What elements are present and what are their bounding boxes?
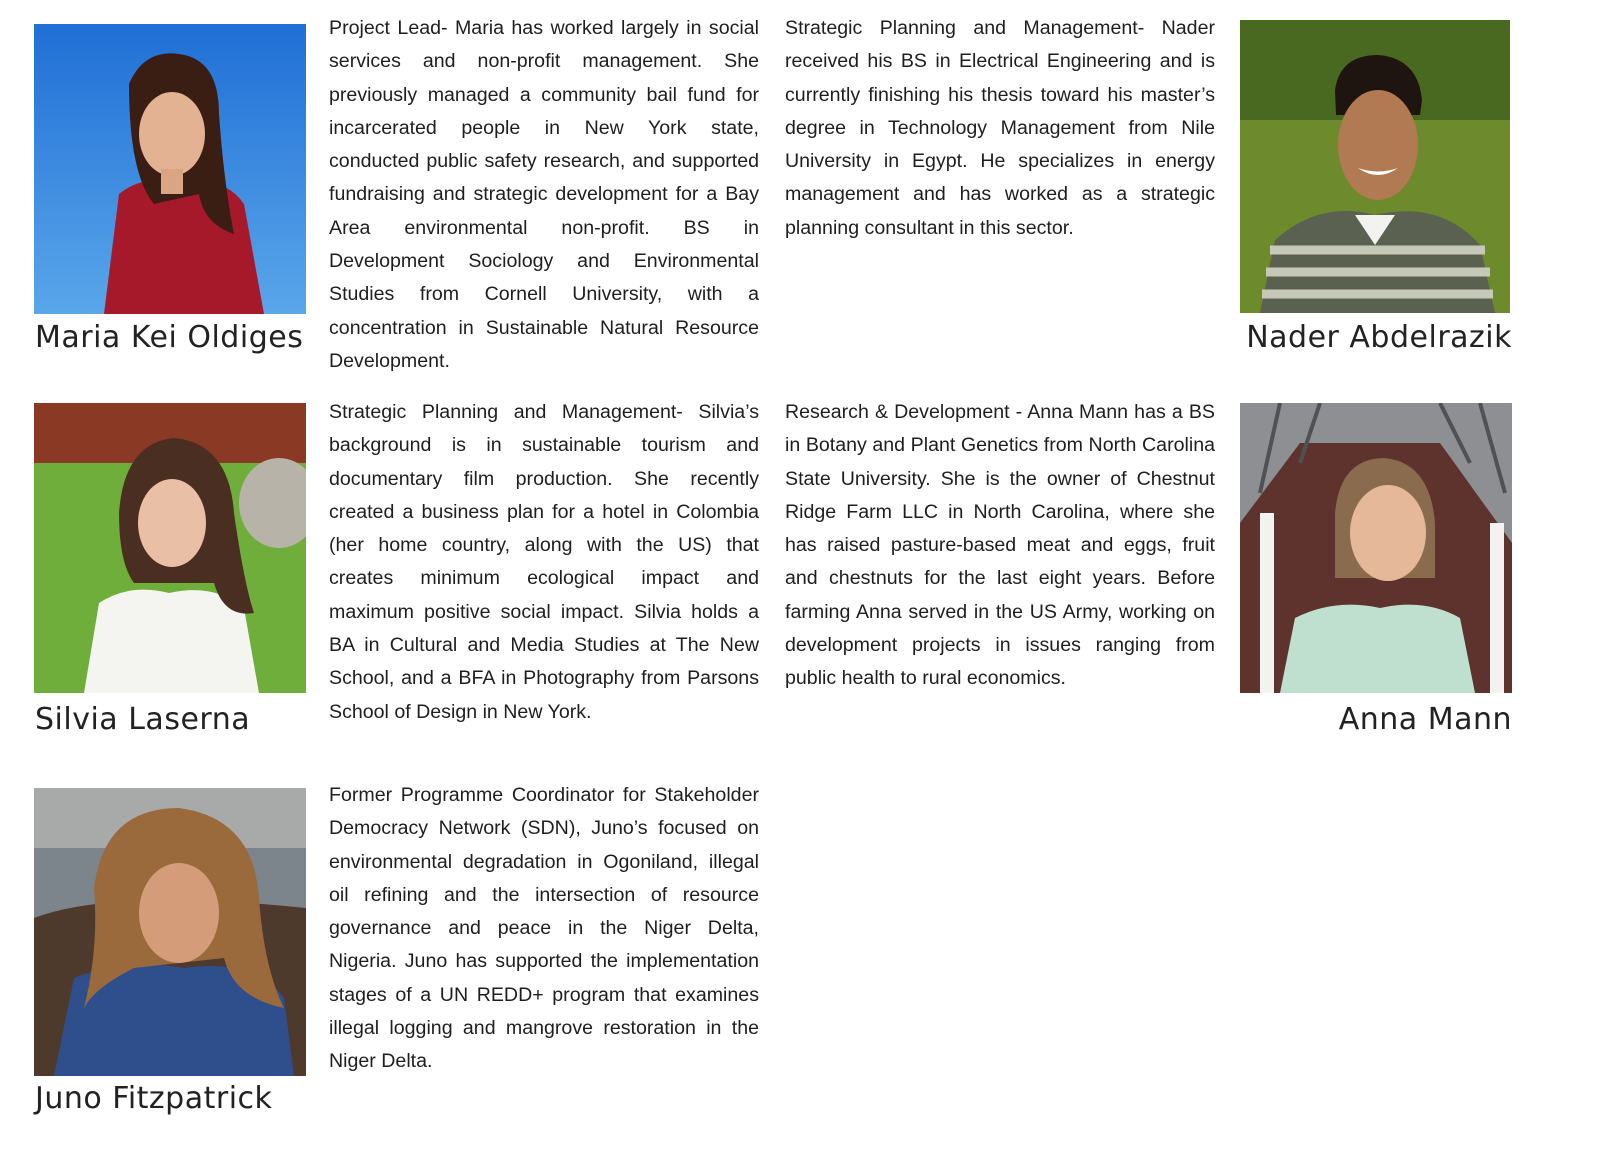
member-name: Anna Mann [1338, 702, 1512, 737]
member-bio: Strategic Planning and Management- Nader received his BS in Electrical Engineering and is currently finishing his thesis toward his master’s degree in Technology Management from Nile University in Egypt. He specializes in energy management and has worked as a strategic planning consultant in this sector. [785, 17, 1215, 239]
member-name: Nader Abdelrazik [1246, 320, 1512, 355]
photo-silvia [34, 403, 306, 693]
member-name: Juno Fitzpatrick [35, 1081, 273, 1116]
photo-juno [34, 788, 306, 1076]
member-name: Maria Kei Oldiges [35, 320, 304, 355]
member-bio: Former Programme Coordinator for Stakeholder Democracy Network (SDN), Juno’s focused on environmental degradation in Ogoniland, illegal oil refining and the intersection of resource governance and peace in the Niger Delta, Nigeria. Juno has supported the implementation stages of a UN REDD+ program that examines illegal logging and mangrove restoration in the Niger Delta. [329, 784, 759, 1073]
member-bio: Research & Development - Anna Mann has a BS in Botany and Plant Genetics from North Carolina State University. She is the owner of Chestnut Ridge Farm LLC in North Carolina, where she has raised pasture-based meat and eggs, fruit and chestnuts for the last eight years. Before farming Anna served in the US Army, working on development projects in issues ranging from public health to rural economics. [785, 401, 1215, 690]
member-bio: Project Lead- Maria has worked largely in social services and non-profit management. She previously managed a community bail fund for incarcerated people in New York state, conducted public safety research, and supported fundraising and strategic development for a Bay Area environmental non-profit. BS in Development Sociology and Environmental Studies from Cornell University, with a concentration in Sustainable Natural Resource Development. [329, 17, 759, 372]
photo-maria [34, 24, 306, 314]
member-name: Silvia Laserna [35, 702, 251, 737]
photo-anna [1240, 403, 1512, 693]
member-bio: Strategic Planning and Management- Silvia’s background is in sustainable tourism and documentary film production. She recently created a business plan for a hotel in Colombia (her home country, along with the US) that creates minimum ecological impact and maximum positive social impact. Silvia holds a BA in Cultural and Media Studies at The New School, and a BFA in Photography from Parsons School of Design in New York. [329, 401, 759, 723]
photo-nader [1240, 20, 1510, 313]
